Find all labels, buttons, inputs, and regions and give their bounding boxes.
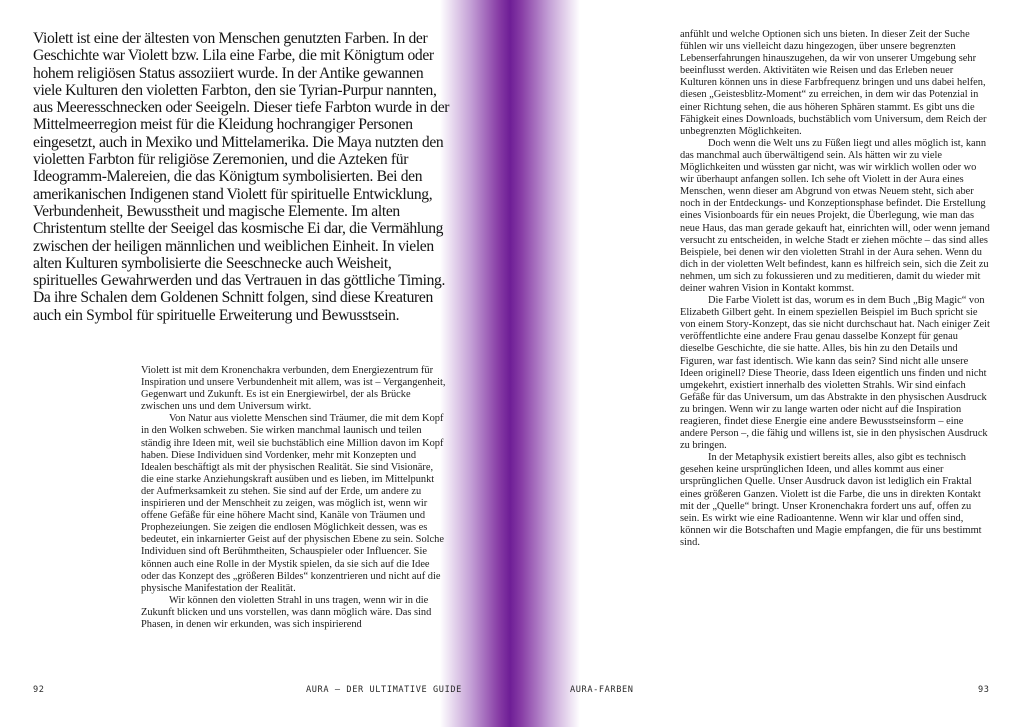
- page-number-right: 93: [978, 685, 990, 695]
- body-paragraph: anfühlt und welche Optionen sich uns bieten. In dieser Zeit der Suche fühlen wir uns vielleicht dazu hingezogen, über unsere begrenzten Lebenserfahrungen hinauszugehen, da wir von unserer Umgebung sehr beeinflusst werden. Aktivitäten wie Reisen und das Erleben neuer Kulturen können uns in diese Farbfrequenz bringen und uns dabei helfen, diesen „Geistesblitz-Moment“ zu erreichen, in dem wir das Potenzial in einer Richtung sehen, die aus höheren Sphären stammt. Es gibt uns die Fähigkeit eines Downloads, buchstäblich vom Universum, dem Reich der unbegrenzten Möglichkeiten.: [680, 29, 987, 137]
- page-number-left: 92: [33, 685, 45, 695]
- body-paragraph: Die Farbe Violett ist das, worum es in dem Buch „Big Magic“ von Elizabeth Gilbert geht. In einem speziellen Beispiel im Buch spricht sie von einem Story-Konzept, das sie nicht durchschaut hat. Nach einiger Zeit veröffentlichte eine andere Frau genau dasselbe Konzept für genau dieselbe Geschichte, die sie hatte. Alles, bis hin zu den Details und Figuren, war fast identisch. Wie kann das sein? Sind nicht alle unsere Ideen originell? Diese Theorie, dass Ideen eigentlich uns finden und nicht umgekehrt, existiert innerhalb des violetten Strahls. Wir sind einfach Gefäße für das Universum, um das Abstrakte in den physischen Ausdruck zu bringen. Wenn wir zu lange warten oder nicht auf die Inspiration reagieren, findet diese Energie eine andere Bewusstseinsform – eine andere Person –, die fähig und willens ist, sie in den physischen Ausdruck zu bringen.: [680, 295, 990, 452]
- body-paragraph: Doch wenn die Welt uns zu Füßen liegt und alles möglich ist, kann das manchmal auch überwältigend sein. Als hätten wir zu viele Möglichkeiten und wüssten gar nicht, was wir wirklich wollen oder wo wir überhaupt anfangen sollen. Ich sehe oft Violett in der Aura eines Menschen, wenn dieser am Abgrund von etwas Neuem steht, sich aber noch in der Entdeckungs- und Konzeptionsphase befindet. Die Erstellung eines Visionboards für ein neues Projekt, die Überlegung, wie man das neue Haus, das man gerade gekauft hat, einrichten will, oder wenn jemand versucht zu entscheiden, in welche Stadt er ziehen möchte – das sind alles Beispiele, bei denen wir den violetten Strahl in der Aura sehen. Wenn du dich in der violetten Welt befindest, kann es hilfreich sein, sich die Zeit zu nehmen, um sich zu fokussieren und zu meditieren, damit du wieder mit deiner wahren Vision in Kontakt kommst.: [680, 137, 990, 294]
- body-paragraph: Wir können den violetten Strahl in uns tragen, wenn wir in die Zukunft blicken und uns vorstellen, was dann möglich wäre. Das sind Phasen, in denen wir erkunden, was sich inspirierend: [141, 594, 432, 630]
- right-page: [510, 0, 1020, 727]
- lead-paragraph: [33, 30, 453, 324]
- lead-text-2: Da ihre Schalen dem Goldenen Schnitt folgen, sind diese Kreaturen auch ein Symbol für spirituelle Erweiterung und Bewusstsein.: [33, 289, 433, 324]
- right-body-column: [680, 29, 992, 549]
- body-paragraph: Von Natur aus violette Menschen sind Träumer, die mit dem Kopf in den Wolken schweben. Sie wirken manchmal launisch und teilen ständig ihre Ideen mit, weil sie buchstäblich eine Million davon im Kopf haben. Diese Individuen sind Vordenker, mehr mit Konzepten und Idealen beschäftigt als mit der physischen Realität. Sie sind Visionäre, die eine starke Anziehungskraft ausüben und es lieben, im Mittelpunkt der Aufmerksamkeit zu stehen. Sie sind auf der Erde, um andere zu inspirieren und der Menschheit zu zeigen, was möglich ist, wenn wir offene Gefäße für eine höhere Macht sind, Kanäle von Träumen und Prophezeiungen. Sie zeigen die endlosen Möglichkeit dessen, was es bedeutet, ein inkarnierter Geist auf der physischen Ebene zu sein. Solche Individuen sind oft Berühmtheiten, Schauspieler oder Influencer. Sie können auch eine Rolle in der Mystik spielen, da sie sich auf die Idee oder das Konzept des „größeren Bildes“ konzentrieren und nicht auf die physische Manifestation der Realität.: [141, 413, 444, 594]
- running-head-left: AURA – DER ULTIMATIVE GUIDE: [306, 685, 462, 695]
- body-paragraph: Violett ist mit dem Kronenchakra verbunden, dem Energiezentrum für Inspiration und unsere Verbundenheit mit allem, was ist – Vergangenheit, Gegenwart und Zukunft. Es ist ein Energiewirbel, der als Brücke zwischen uns und dem Universum wirkt.: [141, 365, 446, 413]
- lead-text-1: Violett ist eine der ältesten von Menschen genutzten Farben. In der Geschichte war Violett bzw. Lila eine Farbe, die mit Königtum oder hohem religiösen Status assoziiert wurde. In der Antike gewannen viele Kulturen den violetten Farbton, den sie Tyrian-Purpur nannten, aus Meeresschnecken oder Seeigeln. Dieser tiefe Farbton wurde in der Mittelmeerregion meist für die Kleidung hochrangiger Personen eingesetzt, auch in Mexiko und Mittelamerika. Die Maya nutzten den violetten Farbton für religiöse Zeremonien, und die Azteken für Ideogramm-Malereien, die das Königtum symbolisierten. Bei den amerikanischen Indigenen stand Violett für spirituelle Entwicklung, Verbundenheit, Bewusstheit und magische Elemente. Im alten Christentum stellte der Seeigel das kosmische Ei dar, die Vermählung zwischen der heiligen männlichen und weiblichen Einheit. In vielen alten Kulturen symbolisierte die Seeschnecke auch Weisheit, spirituelles Gewahrwerden und das Vertrauen in das göttliche Timing.: [33, 30, 450, 290]
- running-head-right: AURA-FARBEN: [570, 685, 634, 695]
- body-paragraph: In der Metaphysik existiert bereits alles, also gibt es technisch gesehen keine ursprünglichen Ideen, und alles kommt aus einer ursprünglichen Quelle. Unser Ausdruck davon ist lediglich ein Fraktal eines größeren Ganzen. Violett ist die Farbe, die uns in direkten Kontakt mit der „Quelle“ bringt. Unser Kronenchakra fordert uns auf, offen zu sein. Es wirkt wie eine Radioantenne. Wenn wir klar und offen sind, können wir die Botschaften und Magie empfangen, die für uns bestimmt sind.: [680, 452, 982, 548]
- left-body-column: [141, 365, 447, 631]
